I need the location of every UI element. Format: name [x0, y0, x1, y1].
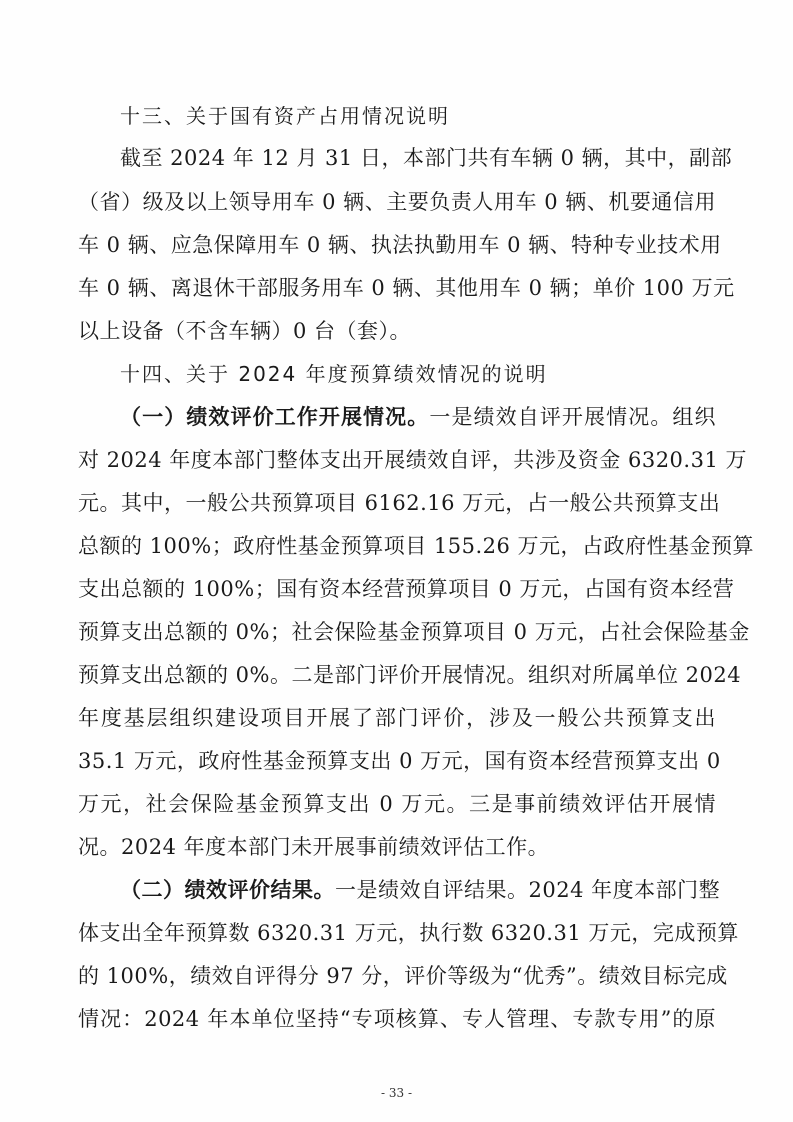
part-1-line-7: 预算支出总额的 0%。二是部门评价开展情况。组织对所属单位 2024: [78, 663, 742, 687]
page-number: - 33 -: [380, 1086, 412, 1100]
part-1-title: （一）绩效评价工作开展情况。: [120, 405, 430, 429]
part-2-title: （二）绩效评价结果。: [120, 878, 335, 902]
part-1-line-5: 支出总额的 100%；国有资本经营预算项目 0 万元，占国有资本经营: [78, 577, 735, 601]
part-1-line-2: 对 2024 年度本部门整体支出开展绩效自评，共涉及资金 6320.31 万: [78, 448, 747, 472]
part-2-line-4: 情况：2024 年本单位坚持“专项核算、专人管理、专款专用”的原: [78, 1007, 716, 1031]
section-13-line-5: 以上设备（不含车辆）0 台（套）。: [78, 319, 412, 343]
section-13-line-2: （省）级及以上领导用车 0 辆、主要负责人用车 0 辆、机要通信用: [78, 190, 716, 214]
section-13-line-3: 车 0 辆、应急保障用车 0 辆、执法执勤用车 0 辆、特种专业技术用: [78, 233, 722, 257]
part-1-line-8: 年度基层组织建设项目开展了部门评价，涉及一般公共预算支出: [78, 706, 716, 730]
part-1-line-10: 万元，社会保险基金预算支出 0 万元。三是事前绩效评估开展情: [78, 792, 716, 816]
part-1-line-6: 预算支出总额的 0%；社会保险基金预算项目 0 万元，占社会保险基金: [78, 620, 750, 644]
section-13-heading: 十三、关于国有资产占用情况说明: [120, 104, 450, 128]
part-1-line-11: 况。2024 年度本部门未开展事前绩效评估工作。: [78, 835, 550, 859]
part-1-first-line: [120, 402, 716, 432]
section-13-line-4: 车 0 辆、离退休干部服务用车 0 辆、其他用车 0 辆；单价 100 万元: [78, 276, 735, 300]
part-1-line-3: 元。其中，一般公共预算项目 6162.16 万元，占一般公共预算支出: [78, 491, 721, 515]
part-2-line-2: 体支出全年预算数 6320.31 万元，执行数 6320.31 万元，完成预算: [78, 921, 739, 945]
part-1-line-9: 35.1 万元，政府性基金预算支出 0 万元，国有资本经营预算支出 0: [78, 749, 721, 773]
section-13-line-1: 截至 2024 年 12 月 31 日，本部门共有车辆 0 辆，其中，副部: [120, 146, 733, 170]
section-14-heading: 十四、关于 2024 年度预算绩效情况的说明: [120, 362, 548, 386]
part-1-first-line-text: 一是绩效自评开展情况。组织: [429, 405, 717, 429]
part-2-line-3: 的 100%，绩效自评得分 97 分，评价等级为“优秀”。绩效目标完成: [78, 964, 728, 988]
part-1-line-4: 总额的 100%；政府性基金预算项目 155.26 万元，占政府性基金预算: [78, 534, 755, 558]
part-2-first-line: [120, 875, 721, 905]
part-2-first-line-text: 一是绩效自评结果。2024 年度本部门整: [335, 878, 721, 902]
